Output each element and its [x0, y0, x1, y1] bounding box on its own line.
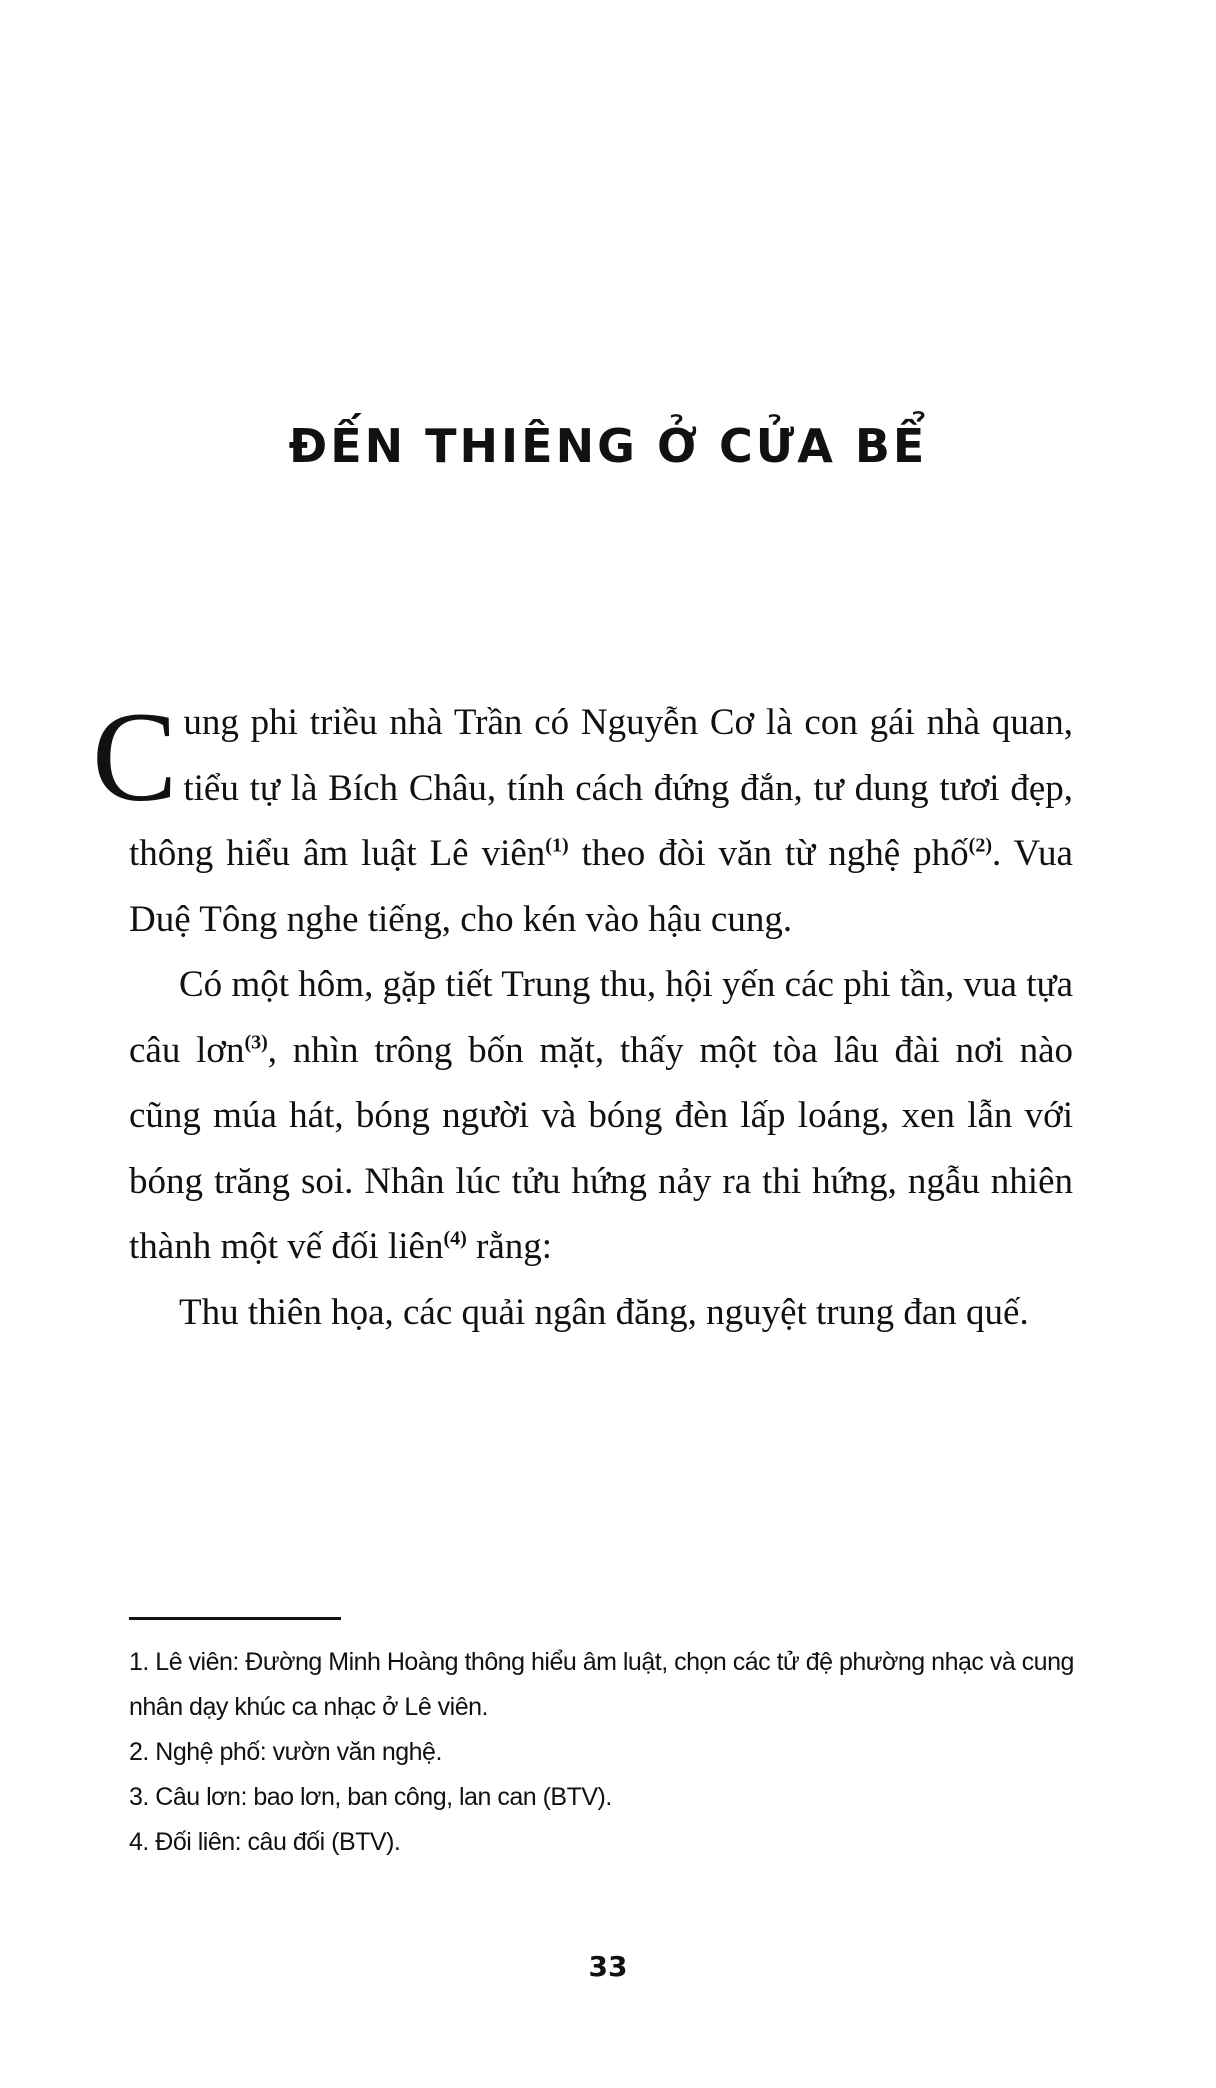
paragraph-2: [129, 952, 1073, 1280]
footnote-ref-2: (2): [968, 834, 992, 857]
footnote-2: 2. Nghệ phố: vườn văn nghệ.: [129, 1738, 442, 1766]
text: ung phi triều nhà Trần có Nguyễn Cơ là con gái nhà quan, tiểu tự là Bích Châu, tính cách đứng đắn, tư dung tươi đẹp, thông hiểu âm luật Lê viên: [129, 702, 1073, 874]
text: , nhìn trông bốn mặt, thấy một tòa lâu đài nơi nào cũng múa hát, bóng người và bóng đèn lấp loáng, xen lẫn với bóng trăng soi. Nhân lúc tửu hứng nảy ra thi hứng, ngẫu nhiên thành một vế đối liên: [129, 1029, 1074, 1267]
paragraph-1: [92, 686, 1073, 952]
paragraph-3: Thu thiên họa, các quải ngân đăng, nguyệt trung đan quế.: [179, 1291, 1029, 1333]
footnote-ref-1: (1): [545, 834, 569, 857]
page-number: 33: [588, 1950, 628, 1983]
text: . Vua Duệ Tông nghe tiếng, cho kén vào hậu cung.: [129, 833, 1073, 940]
text: theo đòi văn từ nghệ phố: [568, 833, 969, 874]
text: rằng:: [466, 1226, 553, 1267]
drop-cap: C: [92, 686, 178, 828]
footnote-ref-3: (3): [244, 1031, 268, 1054]
footnote-divider: [129, 1617, 341, 1620]
body-text: [92, 686, 1074, 1345]
footnote-1: 1. Lê viên: Đường Minh Hoàng thông hiểu âm luật, chọn các tử đệ phường nhạc và cung nhân dạy khúc ca nhạc ở Lê viên.: [129, 1648, 1074, 1721]
footnotes: [129, 1640, 1109, 1865]
chapter-title: ĐẾN THIÊNG Ở CỬA BỂ: [288, 418, 928, 473]
text: Có một hôm, gặp tiết Trung thu, hội yến các phi tần, vua tựa câu lơn: [129, 964, 1073, 1071]
footnote-ref-4: (4): [443, 1227, 467, 1250]
footnote-3: 3. Câu lơn: bao lơn, ban công, lan can (BTV).: [129, 1783, 612, 1811]
footnote-4: 4. Đối liên: câu đối (BTV).: [129, 1828, 401, 1856]
